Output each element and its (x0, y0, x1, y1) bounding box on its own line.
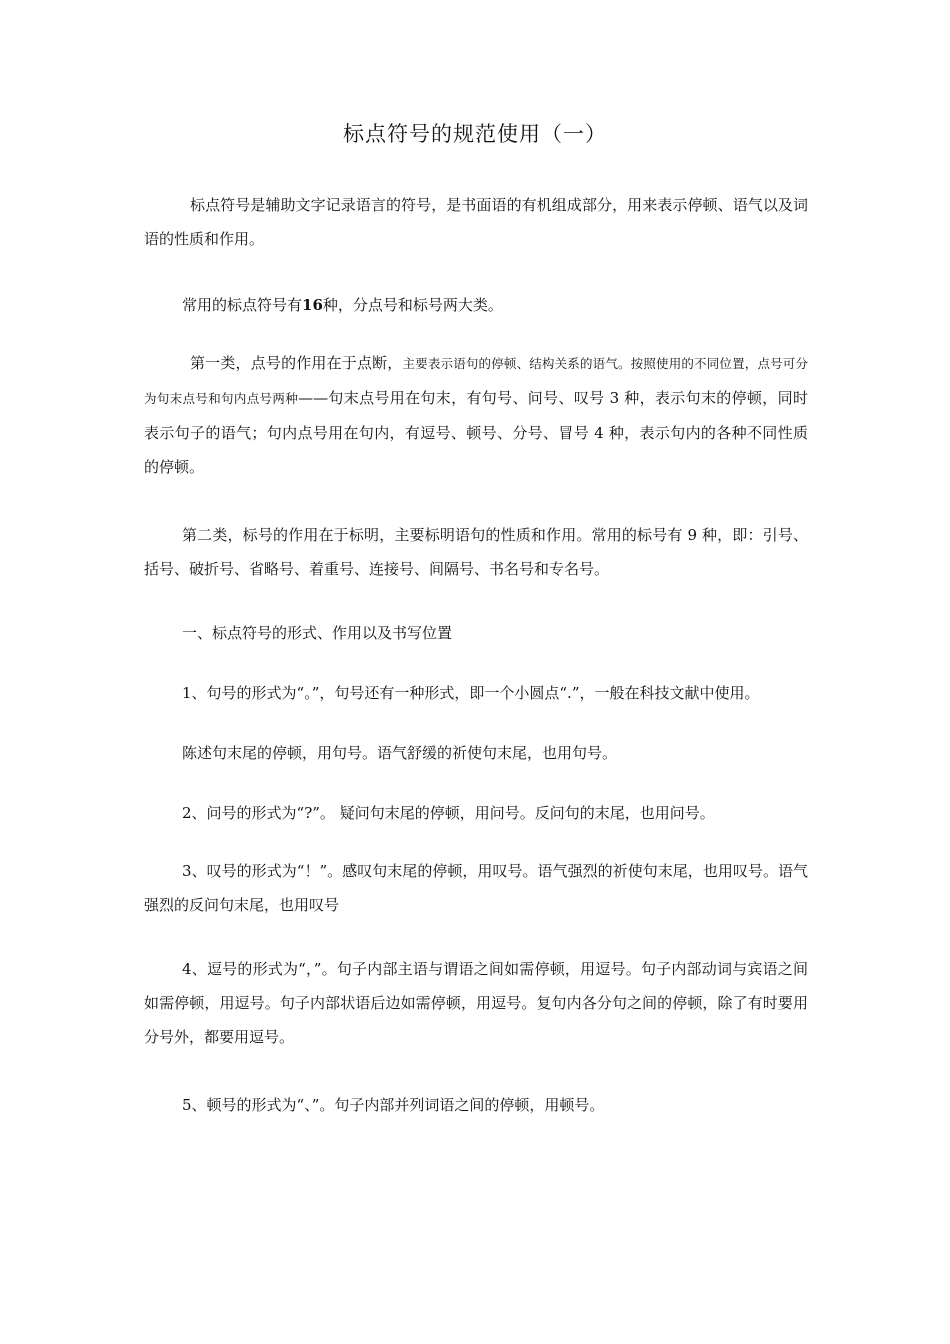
document-title: 标点符号的规范使用（一） (343, 122, 607, 146)
item1-usage-paragraph: 陈述句末尾的停顿，用句号。语气舒缓的祈使句末尾，也用句号。 (182, 744, 618, 762)
class2-paragraph: 第二类，标号的作用在于标明，主要标明语句的性质和作用。常用的标号有 9 种，即：引号、括号、破折号、省略号、着重号、连接号、间隔号、书名号和专名号。 (144, 526, 808, 578)
common-count: 16 (302, 296, 323, 314)
item5-paragraph: 5、顿号的形式为“、”。句子内部并列词语之间的停顿，用顿号。 (182, 1096, 605, 1114)
class1-lead: 第一类，点号的作用在于点断， (190, 354, 403, 372)
item1-paragraph: 1、句号的形式为“。”，句号还有一种形式，即一个小圆点“.”，一般在科技文献中使用。 (182, 684, 760, 702)
item4-paragraph: 4、逗号的形式为“，”。句子内部主语与谓语之间如需停顿，用逗号。句子内部动词与宾语之间如需停顿，用逗号。句子内部状语后边如需停顿，用逗号。复句内各分句之间的停顿，除了有时要用分号外，都要用逗号。 (144, 960, 808, 1046)
class1-rest: ——句末点号用在句末，有句号、问号、叹号 3 种，表示句末的停顿，同时表示句子的语气；句内点号用在句内，有逗号、顿号、分号、冒号 4 种，表示句内的各种不同性质的停顿。 (144, 389, 808, 476)
class1-paragraph (144, 346, 808, 484)
common-text-before: 常用的标点符号有 (182, 296, 303, 314)
common-marks-paragraph (144, 288, 808, 322)
intro-paragraph: 标点符号是辅助文字记录语言的符号，是书面语的有机组成部分，用来表示停顿、语气以及词语的性质和作用。 (144, 196, 808, 248)
common-text-after: 种，分点号和标号两大类。 (322, 296, 503, 314)
section1-heading: 一、标点符号的形式、作用以及书写位置 (182, 624, 453, 642)
class1-small-text: 主要表示语句的停顿、结构关系的语气。按照使用的不同位置，点号可分为句末点号和句内点号两种 (144, 356, 808, 406)
item3-paragraph: 3、叹号的形式为“！”。感叹句末尾的停顿，用叹号。语气强烈的祈使句末尾，也用叹号。语气强烈的反问句末尾，也用叹号 (144, 862, 808, 914)
item2-paragraph: 2、问号的形式为“?”。 疑问句末尾的停顿，用问号。反问句的末尾，也用问号。 (182, 804, 715, 822)
